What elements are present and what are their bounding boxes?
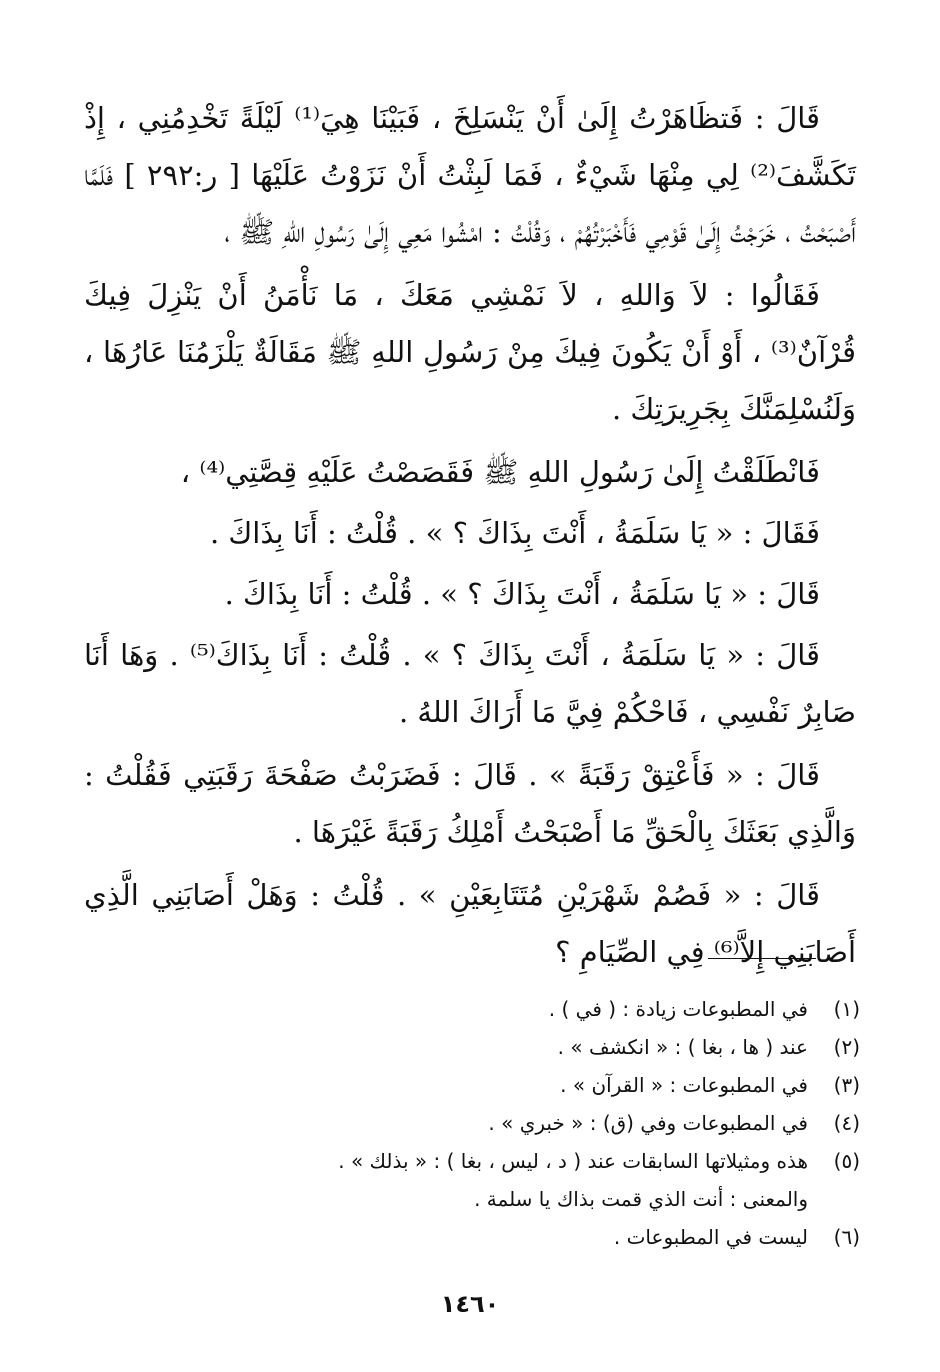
paragraph: قَالَ : « يَا سَلَمَةُ ، أَنْتَ بِذَاكَ ؟ » . قُلْتُ : أَنَا بِذَاكَ⁽⁵⁾ . وَهَا أَنَا صَابِرٌ نَفْسِي ، فَاحْكُمْ فِيَّ مَا أَرَاكَ اللهُ . (84, 638, 856, 729)
paragraph: فَانْطَلَقْتُ إِلَىٰ رَسُولِ اللهِ ﷺ فَقَصَصْتُ عَلَيْهِ قِصَّتِي⁽⁴⁾ ، (180, 455, 820, 489)
footnote (250, 990, 860, 1028)
footnote-number: (٥) (833, 1149, 860, 1173)
footnote (250, 1218, 860, 1256)
footnote-text: في المطبوعات وفي (ق) : « خبري » . (488, 1111, 808, 1135)
footnote (250, 1066, 860, 1104)
footnote (250, 1028, 860, 1066)
footnote-divider (708, 958, 816, 959)
paragraph: قَالَ : « فَأَعْتِقْ رَقَبَةً » . قَالَ : فَضَرَبْتُ صَفْحَةَ رَقَبَتِي فَقُلْتُ : وَالَّذِي بَعَثَكَ بِالْحَقِّ مَا أَصْبَحْتُ أَمْلِكُ رَقَبَةً غَيْرَهَا . (84, 758, 856, 849)
paragraph: قَالَ : « فَصُمْ شَهْرَيْنِ مُتَتَابِعَيْنِ » . قُلْتُ : وَهَلْ أَصَابَنِي الَّذِي أَصَابَنِي إِلاَّ⁽⁶⁾ فِي الصِّيَامِ ؟ (84, 878, 856, 969)
page-number: ١٤٦٠ (440, 1290, 500, 1318)
footnote (250, 1142, 860, 1180)
footnote-text: في المطبوعات : « القرآن » . (560, 1073, 808, 1097)
footnote-number: (٢) (833, 1035, 860, 1059)
footnote-text: عند ( ها ، بغا ) : « انكشف » . (557, 1035, 808, 1059)
paragraph: فَقَالَ : « يَا سَلَمَةُ ، أَنْتَ بِذَاكَ ؟ » . قُلْتُ : أَنَا بِذَاكَ . (209, 516, 820, 550)
main-text (84, 90, 856, 987)
paragraph: قَالَ : « يَا سَلَمَةُ ، أَنْتَ بِذَاكَ ؟ » . قُلْتُ : أَنَا بِذَاكَ . (224, 577, 820, 611)
footnote-number: (٣) (833, 1073, 860, 1097)
footnote (250, 1104, 860, 1142)
footnote-text: والمعنى : أنت الذي قمت بذاك يا سلمة . (474, 1187, 808, 1211)
paragraph: قَالَ : فَتظَاهَرْتُ إِلَىٰ أَنْ يَنْسَلِخَ ، فَبَيْنَا هِيَ⁽¹⁾ لَيْلَةً تَخْدِمُنِي ، إِذْ تَكَشَّفَ⁽²⁾ لِي مِنْهَا شَيْءٌ ، فَمَا لَبِثْتُ أَنْ نَزَوْتُ عَلَيْهَا [ ر:٢٩٢ ] فَلَمَّا أَصْبَحْتُ ، خَرَجْتُ إِلَىٰ قَوْمِي فَأَخْبَرْتُهُمْ ، وَقُلْتُ : امْشُوا مَعِي إِلَىٰ رَسُولِ اللهِ ﷺ ، (84, 101, 856, 249)
footnote-number: (٦) (833, 1225, 860, 1249)
paragraph: فَقَالُوا : لاَ وَاللهِ ، لاَ نَمْشِي مَعَكَ ، مَا نَأْمَنُ أَنْ يَنْزِلَ فِيكَ قُرْآنٌ⁽³⁾ ، أَوْ أَنْ يَكُونَ فِيكَ مِنْ رَسُولِ اللهِ ﷺ مَقَالَةٌ يَلْزَمُنَا عَارُهَا ، وَلَنُسْلِمَنَّكَ بِجَرِيرَتِكَ . (84, 278, 856, 426)
footnote-number: (١) (833, 997, 860, 1021)
footnote-text: في المطبوعات زيادة : ( في ) . (548, 997, 808, 1021)
footnotes (250, 990, 860, 1256)
footnote-number: (٤) (833, 1111, 860, 1135)
footnote-text: هذه ومثيلاتها السابقات عند ( د ، ليس ، بغا ) : « بذلك » . (338, 1149, 808, 1173)
footnote-continuation (250, 1180, 860, 1218)
footnote-text: ليست في المطبوعات . (613, 1225, 808, 1249)
